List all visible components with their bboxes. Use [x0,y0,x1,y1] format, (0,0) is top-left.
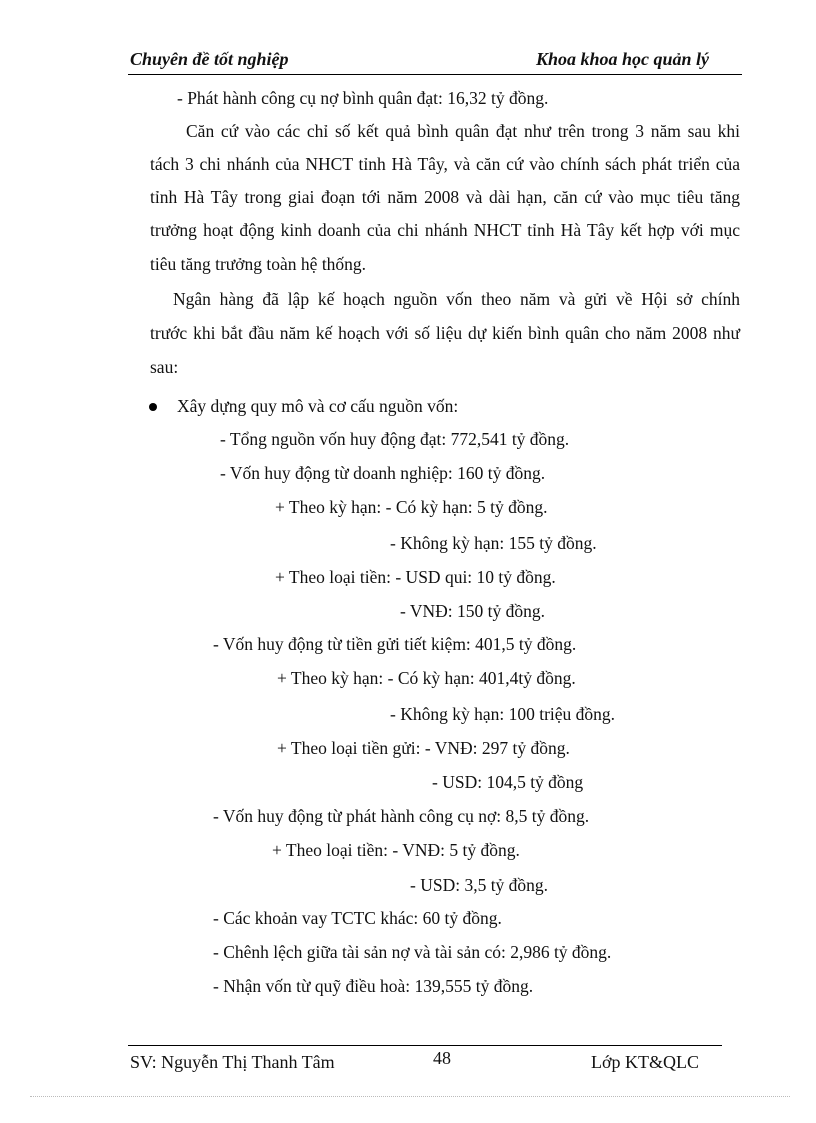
list-item: - USD: 104,5 tỷ đồng [432,772,584,792]
list-item: - Chênh lệch giữa tài sản nợ và tài sản có: 2,986 tỷ đồng. [213,942,612,962]
page-header-right: Khoa khoa học quản lý [535,49,709,69]
paragraph-line: tỉnh Hà Tây trong giai đoạn tới năm 2008 và dài hạn, căn cứ vào mục tiêu tăng [150,187,740,207]
paragraph-line: trước khi bắt đầu năm kế hoạch với số liệu dự kiến bình quân cho năm 2008 như [150,323,740,343]
footer-class: Lớp KT&QLC [591,1052,700,1072]
page-bottom-border [30,1096,790,1097]
list-item: - VNĐ: 150 tỷ đồng. [400,601,546,621]
bullet-text: Xây dựng quy mô và cơ cấu nguồn vốn: [177,396,459,416]
paragraph-line: sau: [150,357,179,377]
list-item: - Vốn huy động từ tiền gửi tiết kiệm: 401,5 tỷ đồng. [213,634,577,654]
header-rule [128,74,742,75]
bullet-icon [149,403,157,411]
page-header-left: Chuyên đề tốt nghiệp [130,49,289,69]
list-item: - Vốn huy động từ phát hành công cụ nợ: 8,5 tỷ đồng. [213,806,590,826]
list-item: + Theo loại tiền gửi: - VNĐ: 297 tỷ đồng. [277,738,570,758]
list-item: - USD: 3,5 tỷ đồng. [410,875,549,895]
paragraph-line: tiêu tăng trưởng toàn hệ thống. [150,254,367,274]
list-item: + Theo loại tiền: - USD qui: 10 tỷ đồng. [275,567,556,587]
list-item: - Nhận vốn từ quỹ điều hoà: 139,555 tỷ đồng. [213,976,534,996]
list-item: - Vốn huy động từ doanh nghiệp: 160 tỷ đồng. [220,463,546,483]
list-item: - Không kỳ hạn: 100 triệu đồng. [390,704,616,724]
list-item: + Theo loại tiền: - VNĐ: 5 tỷ đồng. [272,840,520,860]
paragraph-line: tách 3 chi nhánh của NHCT tỉnh Hà Tây, và căn cứ vào chính sách phát triển của [150,154,740,174]
footer-student: SV: Nguyễn Thị Thanh Tâm [130,1052,335,1072]
footer-rule [128,1045,722,1046]
text-line: - Phát hành công cụ nợ bình quân đạt: 16,32 tỷ đồng. [177,88,549,108]
list-item: + Theo kỳ hạn: - Có kỳ hạn: 401,4tỷ đồng. [277,668,576,688]
list-item: - Không kỳ hạn: 155 tỷ đồng. [390,533,597,553]
paragraph-line: trưởng hoạt động kinh doanh của chi nhánh NHCT tỉnh Hà Tây kết hợp với mục [150,220,740,240]
paragraph-line: Ngân hàng đã lập kế hoạch nguồn vốn theo năm và gửi về Hội sở chính [173,289,740,309]
paragraph-line: Căn cứ vào các chỉ số kết quả bình quân đạt như trên trong 3 năm sau khi [186,121,740,141]
list-item: + Theo kỳ hạn: - Có kỳ hạn: 5 tỷ đồng. [275,497,548,517]
page-number: 48 [433,1048,451,1068]
list-item: - Tổng nguồn vốn huy động đạt: 772,541 tỷ đồng. [220,429,570,449]
list-item: - Các khoản vay TCTC khác: 60 tỷ đồng. [213,908,502,928]
